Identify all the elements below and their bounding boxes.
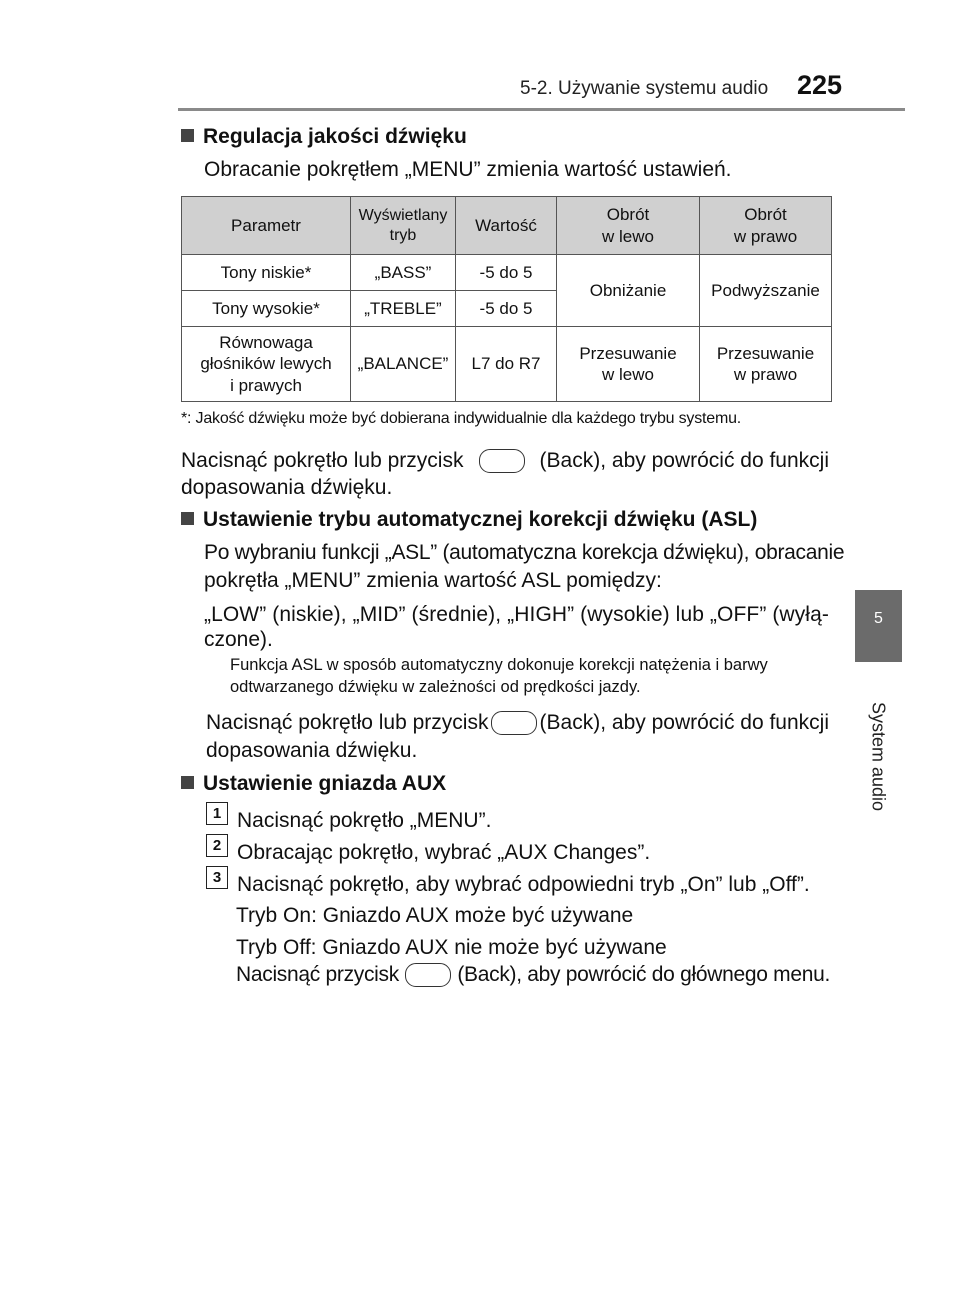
back-instruction-text: (Back), aby powrócić do funkcji — [539, 711, 829, 734]
back-instruction-1-line2: dopasowania dźwięku. — [181, 476, 393, 499]
table-header-cell: Parametr — [182, 197, 351, 255]
asl-description-line: Po wybraniu funkcji „ASL” (automatyczna korekcja dźwięku), obracanie — [204, 541, 845, 564]
back-instruction-3 — [236, 962, 830, 987]
aux-mode-on: Tryb On: Gniazdo AUX może być używane — [236, 904, 634, 927]
back-instruction-text: (Back), aby powrócić do funkcji — [539, 449, 829, 472]
step-text: Obracając pokrętło, wybrać „AUX Changes”. — [237, 841, 651, 864]
asl-note-line: Funkcja ASL w sposób automatyczny dokonuje korekcji natężenia i barwy — [230, 656, 768, 674]
table-cell: Obniżanie — [557, 255, 700, 327]
table-cell: Tony niskie* — [182, 255, 351, 291]
table-row — [182, 327, 832, 402]
aux-mode-off: Tryb Off: Gniazdo AUX nie może być używane — [236, 936, 667, 959]
running-header-section: 5-2. Używanie systemu audio — [520, 78, 769, 99]
back-button-icon — [405, 963, 451, 987]
table-cell: L7 do R7 — [456, 327, 557, 402]
table-header-row — [182, 197, 832, 255]
table-cell: „BASS” — [351, 255, 456, 291]
table-header-cell: Wartość — [456, 197, 557, 255]
step-number-badge: 1 — [206, 802, 228, 825]
page-number: 225 — [797, 70, 843, 100]
step-number-badge: 3 — [206, 866, 228, 889]
table-cell: Przesuwanie w prawo — [700, 327, 832, 402]
chapter-tab-number: 5 — [874, 610, 883, 627]
section-heading-text: Ustawienie gniazda AUX — [203, 772, 447, 795]
chapter-tab-label-text: System audio — [868, 702, 889, 812]
section-heading-sound-quality — [181, 125, 467, 149]
section-heading-aux — [181, 772, 446, 796]
back-button-icon — [479, 449, 525, 473]
table-cell: Podwyższanie — [700, 255, 832, 327]
section-heading-asl — [181, 508, 757, 532]
section-heading-text: Regulacja jakości dźwięku — [203, 125, 467, 148]
sound-settings-table — [181, 196, 832, 402]
table-header-cell: Obrót w prawo — [700, 197, 832, 255]
bullet-square-icon — [181, 512, 194, 525]
back-instruction-text: (Back), aby powrócić do głównego menu. — [457, 963, 830, 986]
table-row — [182, 255, 832, 291]
back-instruction-text: Nacisnąć pokrętło lub przycisk — [206, 711, 489, 734]
table-cell: Przesuwanie w lewo — [557, 327, 700, 402]
table-cell: Tony wysokie* — [182, 291, 351, 327]
asl-description-line: „LOW” (niskie), „MID” (średnie), „HIGH” (wysokie) lub „OFF” (wyłą- — [204, 603, 829, 626]
table-cell: -5 do 5 — [456, 291, 557, 327]
section-intro: Obracanie pokrętłem „MENU” zmienia wartość ustawień. — [204, 158, 732, 181]
back-instruction-1 — [181, 448, 829, 473]
back-instruction-text: Nacisnąć pokrętło lub przycisk — [181, 449, 464, 472]
bullet-square-icon — [181, 776, 194, 789]
step-text: Nacisnąć pokrętło „MENU”. — [237, 809, 492, 832]
back-instruction-2 — [206, 710, 829, 735]
step-number-badge: 2 — [206, 834, 228, 857]
step-text: Nacisnąć pokrętło, aby wybrać odpowiedni tryb „On” lub „Off”. — [237, 873, 810, 896]
header-divider — [178, 108, 905, 111]
table-header-cell: Obrót w lewo — [557, 197, 700, 255]
table-footnote: *: Jakość dźwięku może być dobierana indywidualnie dla każdego trybu systemu. — [181, 410, 742, 427]
table-cell: „BALANCE” — [351, 327, 456, 402]
back-instruction-2-line2: dopasowania dźwięku. — [206, 739, 418, 762]
table-cell: „TREBLE” — [351, 291, 456, 327]
asl-description-line: pokrętła „MENU” zmienia wartość ASL pomiędzy: — [204, 569, 662, 592]
asl-description-line: czone). — [204, 628, 273, 651]
bullet-square-icon — [181, 129, 194, 142]
table-header-cell: Wyświetlany tryb — [351, 197, 456, 255]
back-instruction-text: Nacisnąć przycisk — [236, 963, 399, 986]
asl-note-line: odtwarzanego dźwięku w zależności od prędkości jazdy. — [230, 678, 641, 696]
chapter-tab-label — [848, 702, 908, 822]
section-heading-text: Ustawienie trybu automatycznej korekcji dźwięku (ASL) — [203, 508, 758, 531]
back-button-icon — [491, 711, 537, 735]
table-cell: -5 do 5 — [456, 255, 557, 291]
table-cell: Równowaga głośników lewych i prawych — [182, 327, 351, 402]
